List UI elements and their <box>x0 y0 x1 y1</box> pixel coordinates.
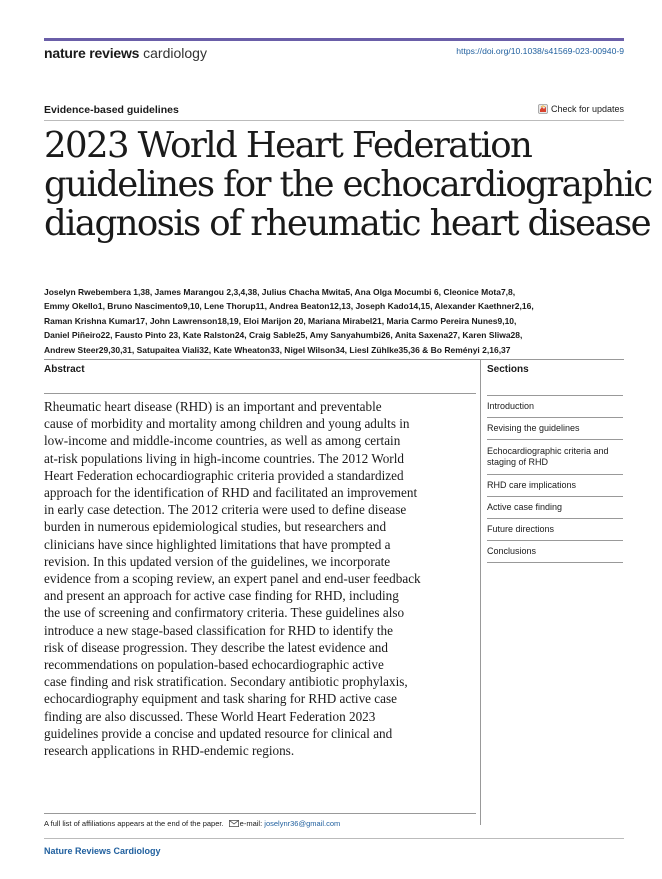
abstract-line: in early case detection. The 2012 criteria were used to define disease <box>44 502 407 518</box>
section-link-introduction[interactable]: Introduction <box>487 395 623 417</box>
abstract-heading: Abstract <box>44 364 85 375</box>
abstract-line: case finding and risk stratification. Secondary antibiotic prophylaxis, <box>44 674 408 690</box>
section-link-care[interactable]: RHD care implications <box>487 474 623 496</box>
abstract-line: burden in numerous epidemiological studies, but researchers and <box>44 519 387 535</box>
abstract-line: finding are also discussed. These World Heart Federation 2023 <box>44 708 376 724</box>
envelope-icon <box>229 820 239 827</box>
abstract-line: approach for the identification of RHD and facilitated an improvement <box>44 485 418 501</box>
author-line[interactable]: Raman Krishna Kumar17, John Lawrenson18,19, Eloi Marijon 20, Mariana Mirabel21, Maria Carmo Pereira Nunes9,10, <box>44 315 517 326</box>
author-line[interactable]: Emmy Okello1, Bruno Nascimento9,10, Lene Thorup11, Andrea Beaton12,13, Joseph Kado14,15, Alexander Kaethner2,16, <box>44 301 534 312</box>
header-accent-bar <box>44 38 624 41</box>
article-type-label: Evidence-based guidelines <box>44 104 179 116</box>
sections-heading: Sections <box>487 364 529 375</box>
check-updates-label: Check for updates <box>550 104 624 114</box>
author-line[interactable]: Joselyn Rwebembera 1,38, James Marangou 2,3,4,38, Julius Chacha Mwita5, Ana Olga Mocumbi 6, Cleonice Mota7,8, <box>44 287 516 297</box>
abstract-line: Rheumatic heart disease (RHD) is an important and preventable <box>44 399 382 414</box>
abstract-line: the use of screening and confirmatory criteria. These guidelines also <box>44 605 405 621</box>
check-updates-icon <box>538 104 548 114</box>
section-link-criteria[interactable]: Echocardiographic criteria and staging of RHD <box>487 439 623 474</box>
footnote-text: A full list of affiliations appears at the end of the paper. <box>44 819 224 828</box>
check-for-updates-button[interactable] <box>538 104 624 114</box>
journal-logo <box>44 45 207 61</box>
title-line: 2023 World Heart Federation <box>44 125 532 166</box>
abstract-line: introduce a new stage-based classification for RHD to identify the <box>44 622 393 638</box>
column-divider <box>480 359 481 825</box>
abstract-line: evidence from a scoping review, an expert panel and end-user feedback <box>44 571 421 587</box>
abstract-line: research applications in RHD-endemic regions. <box>44 743 295 759</box>
divider <box>44 393 476 394</box>
title-line: guidelines for the echocardiographic <box>44 164 652 205</box>
author-list <box>44 285 628 357</box>
journal-name-bold: nature reviews <box>44 45 140 61</box>
sections-nav <box>487 395 623 563</box>
section-link-active-case[interactable]: Active case finding <box>487 496 623 518</box>
abstract-line: guidelines provide a concise and updated resource for clinical and <box>44 725 393 741</box>
footer-journal-name: Nature Reviews Cardiology <box>44 846 161 856</box>
abstract-text <box>44 398 476 759</box>
title-line: diagnosis of rheumatic heart disease <box>44 203 651 244</box>
divider <box>44 359 624 360</box>
email-label: e-mail: <box>239 819 263 828</box>
abstract-line: Heart Federation echocardiographic criteria provided a standardized <box>44 467 404 483</box>
author-line[interactable]: Daniel Piñeiro22, Fausto Pinto 23, Kate Ralston24, Craig Sable25, Amy Sanyahumbi26, Anita Saxena27, Karen Sliwa28, <box>44 330 523 341</box>
abstract-line: cause of morbidity and mortality among children and young adults in <box>44 416 410 432</box>
abstract-line: revision. In this updated version of the guidelines, we incorporate <box>44 553 391 569</box>
article-title <box>44 125 652 244</box>
doi-link[interactable]: https://doi.org/10.1038/s41569-023-00940-9 <box>456 46 624 56</box>
section-link-future[interactable]: Future directions <box>487 518 623 540</box>
divider <box>44 813 476 814</box>
divider <box>44 120 624 121</box>
section-link-conclusions[interactable]: Conclusions <box>487 540 623 563</box>
section-link-revising[interactable]: Revising the guidelines <box>487 417 623 439</box>
affiliations-footnote <box>44 819 340 828</box>
journal-name-light: cardiology <box>143 45 207 61</box>
abstract-line: recommendations on population-based echocardiographic active <box>44 657 384 673</box>
abstract-line: echocardiography equipment and task sharing for RHD active case <box>44 691 398 707</box>
divider <box>44 838 624 839</box>
abstract-line: and present an approach for active case finding for RHD, including <box>44 588 399 604</box>
author-line[interactable]: Andrew Steer29,30,31, Satupaitea Viali32, Kate Wheaton33, Nigel Wilson34, Liesl Zühlke35,36 & Bo Reményi 2,16,37 <box>44 344 511 355</box>
abstract-line: clinicians have since highlighted limitations that have prompted a <box>44 536 391 552</box>
abstract-line: at-risk populations living in high-income countries. The 2012 World <box>44 450 404 466</box>
abstract-line: risk of disease progression. They describe the latest evidence and <box>44 639 388 655</box>
email-link[interactable]: joselynr36@gmail.com <box>264 819 341 828</box>
abstract-line: low-income and middle-income countries, as well as among certain <box>44 433 401 449</box>
